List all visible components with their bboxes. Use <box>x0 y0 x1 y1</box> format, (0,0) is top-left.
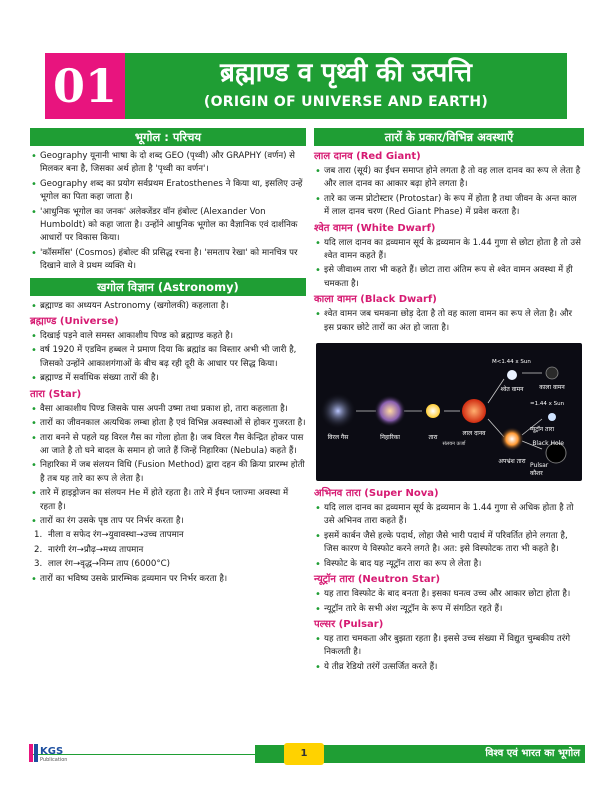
red-giant-icon <box>462 399 486 423</box>
label-pulsar: Pulsar <box>530 462 549 470</box>
section-heading-astronomy: खगोल विज्ञान (Astronomy) <box>30 278 306 296</box>
label-gas: विरल गैस <box>327 434 349 442</box>
label-black-dwarf: काला वामन <box>539 384 565 392</box>
label-nebula: निहारिका <box>380 434 400 442</box>
numbered-item <box>30 558 306 571</box>
list-item: • ब्रह्माण्ड में सर्वाधिक संख्या तारों की है। <box>30 372 306 385</box>
list-item: • विस्फोट के बाद यह न्यूट्रॉन तारा का रूप ले लेता है। <box>314 558 584 571</box>
list-item: • श्वेत वामन जब चमकना छोड़ देता है तो वह काला वामन का रूप ले लेता है। और इस प्रकार छोटे तारों का अंत हो जाता है। <box>314 308 584 335</box>
list-item: • तारे का जन्म प्रोटोस्टार (Protostar) के रूप में होता है तथा जीवन के अन्त काल में लाल दानव चरण (Red Giant Phase) में प्रवेश करता है। <box>314 193 584 220</box>
white-dwarf-icon <box>507 370 517 380</box>
nebula-icon <box>374 395 406 427</box>
subheading-white-dwarf: श्वेत वामन (White Dwarf) <box>314 222 436 234</box>
neutron-star-list <box>314 588 584 616</box>
list-item: • तारों का रंग उसके पृष्ठ ताप पर निर्भर करता है। <box>30 515 306 528</box>
subheading-supernova: अभिनव तारा (Super Nova) <box>314 488 439 500</box>
list-item: • वर्ष 1920 में एडविन हब्बल ने प्रमाण दिया कि ब्रह्मांड का विस्तार अभी भी जारी है, जिसको उन्होंने आकाशगंगाओं के बीच बढ़ रही दूरी के आधार पर सिद्ध किया। <box>30 344 306 371</box>
list-item: • यह तारा विस्फोट के बाद बनता है। इसका घनत्व उच्च और आकार छोटा होता है। <box>314 588 584 601</box>
list-item: • ब्रह्माण्ड का अध्ययन Astronomy (खगोलकी) कहलाता है। <box>30 300 306 313</box>
list-item: • जब तारा (सूर्य) का ईंधन समाप्त होने लगता है तो वह लाल दानव का रूप ले लेता है और लाल दानव का आकार बढ़ा होने लगता है। <box>314 165 584 192</box>
label-neutron-star: न्यूट्रॉन तारा <box>529 426 555 434</box>
label-explosion: अपभ्रंश तारा <box>498 458 526 466</box>
list-item: • 'आधुनिक भूगोल का जनक' अलेक्जेंडर वॉन हंबोल्ट (Alexander Von Humboldt) को कहा जाता है। उन्होंने आधुनिक भूगोल का वैज्ञानिक एवं दार्शनिक आधारों पर विकास किया। <box>30 206 306 246</box>
star-lifecycle-svg <box>316 343 582 481</box>
list-item: • तारों का भविष्य उसके प्रारम्भिक द्रव्यमान पर निर्भर करता है। <box>30 573 306 586</box>
white-dwarf-list <box>314 237 584 292</box>
geography-intro-list <box>30 150 306 274</box>
list-item: • तारों का जीवनकाल अत्यधिक लम्बा होता है एवं विभिन्न अवस्थाओं से होकर गुजरता है। <box>30 417 306 430</box>
universe-list <box>30 330 306 386</box>
list-item: • यदि लाल दानव का द्रव्यमान सूर्य के द्रव्यमान के 1.44 गुणा से छोटा होता है तो उसे श्वेत वामन कहते हैं। <box>314 237 584 264</box>
star-lifecycle-diagram <box>316 343 582 481</box>
label-lt-mass: M<1.44 x Sun <box>492 359 531 366</box>
black-dwarf-icon <box>546 367 558 379</box>
subheading-pulsar: पल्सर (Pulsar) <box>314 618 384 630</box>
left-column <box>30 128 306 587</box>
star-icon <box>426 404 440 418</box>
label-gt-mass: =1.44 x Sun <box>530 401 565 408</box>
list-item: • ये तीव्र रेडियो तरंगें उत्सर्जित करते हैं। <box>314 661 584 674</box>
star-color-list <box>30 529 306 571</box>
supernova-icon <box>500 427 524 451</box>
list-item: • इसे जीवाश्म तारा भी कहते हैं। छोटा तारा अंतिम रूप से श्वेत वामन अवस्था में ही चमकता है। <box>314 264 584 291</box>
subheading-star: तारा (Star) <box>30 388 82 400</box>
subheading-black-dwarf: काला वामन (Black Dwarf) <box>314 294 437 306</box>
page-number: 1 <box>284 743 324 765</box>
list-item: • इसमें कार्बन जैसे हल्के पदार्थ, लोहा जैसे भारी पदार्थ में परिवर्तित होने लगता है, जिस कारण ये विस्फोट करने लगते है। अत: इसे विस्फोटक तारा भी कहते है। <box>314 530 584 557</box>
list-item: • यदि लाल दानव का द्रव्यमान सूर्य के द्रव्यमान के 1.44 गुणा से अधिक होता है तो उसे अभिनव तारा कहते हैं। <box>314 502 584 529</box>
black-dwarf-list <box>314 308 584 335</box>
label-white-dwarf: श्वेत वामन <box>500 386 524 394</box>
gas-cloud-icon <box>320 393 356 429</box>
list-item: • Geography यूनानी भाषा के दो शब्द GEO (पृथ्वी) और GRAPHY (वर्णन) से मिलकर बना है, जिसका अर्थ होता है 'पृथ्वी का वर्णन'। <box>30 150 306 177</box>
right-column <box>314 128 584 675</box>
list-item: • दिखाई पड़ने वाले समस्त आकाशीय पिण्ड को ब्रह्माण्ड कहते है। <box>30 330 306 343</box>
pulsar-list <box>314 633 584 674</box>
book-title: विश्व एवं भारत का भूगोल <box>485 748 580 759</box>
list-item: • न्यूट्रॉन तारे के सभी अंश न्यूट्रॉन के रूप में संगठित रहते हैं। <box>314 603 584 616</box>
subheading-universe: ब्रह्माण्ड (Universe) <box>30 316 119 328</box>
publisher-name: KGS <box>40 746 64 757</box>
supernova-list <box>314 502 584 571</box>
chapter-title-hindi: ब्रह्माण्ड व पृथ्वी की उत्पत्ति <box>220 58 472 88</box>
publisher-subtitle: Publication <box>40 757 68 763</box>
numbered-item <box>30 544 306 557</box>
label-black-hole: Black Hole <box>532 440 564 448</box>
list-item: • वैसा आकाशीय पिण्ड जिसके पास अपनी उष्मा तथा प्रकाश हो, तारा कहलाता है। <box>30 403 306 416</box>
list-item: • यह तारा चमकता और बुझता रहता है। इससे उच्च संख्या में विद्युत चुम्बकीय तरंगे निकलती है। <box>314 633 584 660</box>
item-text: लाल रंग→वृद्ध→निम्न ताप (6000°C) <box>48 559 171 570</box>
astronomy-list <box>30 300 306 313</box>
star-list <box>30 403 306 529</box>
chapter-title-english: (ORIGIN OF UNIVERSE AND EARTH) <box>203 94 489 110</box>
list-item: • तारा बनने से पहले यह विरल गैस का गोला होता है। जब विरल गैस केन्द्रित होकर पास आ जाते है तो घने बादल के समान हो जाते हैं जिन्हें निहारिका (Nebula) कहते हैं। <box>30 432 306 459</box>
red-giant-list <box>314 165 584 220</box>
neutron-star-icon <box>548 413 556 421</box>
label-red-giant: लाल दानव <box>462 430 486 438</box>
item-number: 1. <box>34 530 43 541</box>
star-future-list <box>30 573 306 586</box>
list-item: • निहारिका में जब संलयन विधि (Fusion Method) द्वारा दहन की क्रिया प्रारम्भ होती है तब यह तारे का रूप ले लेता है। <box>30 459 306 486</box>
numbered-item <box>30 529 306 542</box>
subheading-red-giant: लाल दानव (Red Giant) <box>314 151 421 162</box>
label-pulsar-hindi: कौशर <box>530 470 543 478</box>
list-item: • तारे में हाइड्रोजन का संलयन He में होते रहता है। तारे में ईंधन प्लाज्मा अवस्था में रहता है। <box>30 487 306 514</box>
subheading-neutron-star: न्यूट्रॉन तारा (Neutron Star) <box>314 574 441 586</box>
item-text: नारंगी रंग→प्रौढ़→मध्य तापमान <box>48 544 144 555</box>
item-number: 2. <box>34 544 43 555</box>
item-number: 3. <box>34 559 43 570</box>
list-item: • Geography शब्द का प्रयोग सर्वप्रथम Eratosthenes ने किया था, इसलिए उन्हें भूगोल का पिता कहा जाता है। <box>30 178 306 205</box>
chapter-number: 01 <box>52 59 117 113</box>
list-item: • 'कॉसमॉस' (Cosmos) हंबोल्ट की प्रसिद्ध रचना है। 'समताप रेखा' को मानचित्र पर दिखाने वाले वे प्रथम व्यक्ति थे। <box>30 247 306 274</box>
section-heading-star-types: तारों के प्रकार/विभिन्न अवस्थाएँ <box>314 128 584 146</box>
label-fusion: संलयन ऊर्जा <box>442 441 466 448</box>
item-text: नीला व सफेद रंग→युवावस्था→उच्च तापमान <box>48 530 184 541</box>
label-star: तारा <box>428 434 438 442</box>
section-heading-geography-intro: भूगोल : परिचय <box>30 128 306 146</box>
